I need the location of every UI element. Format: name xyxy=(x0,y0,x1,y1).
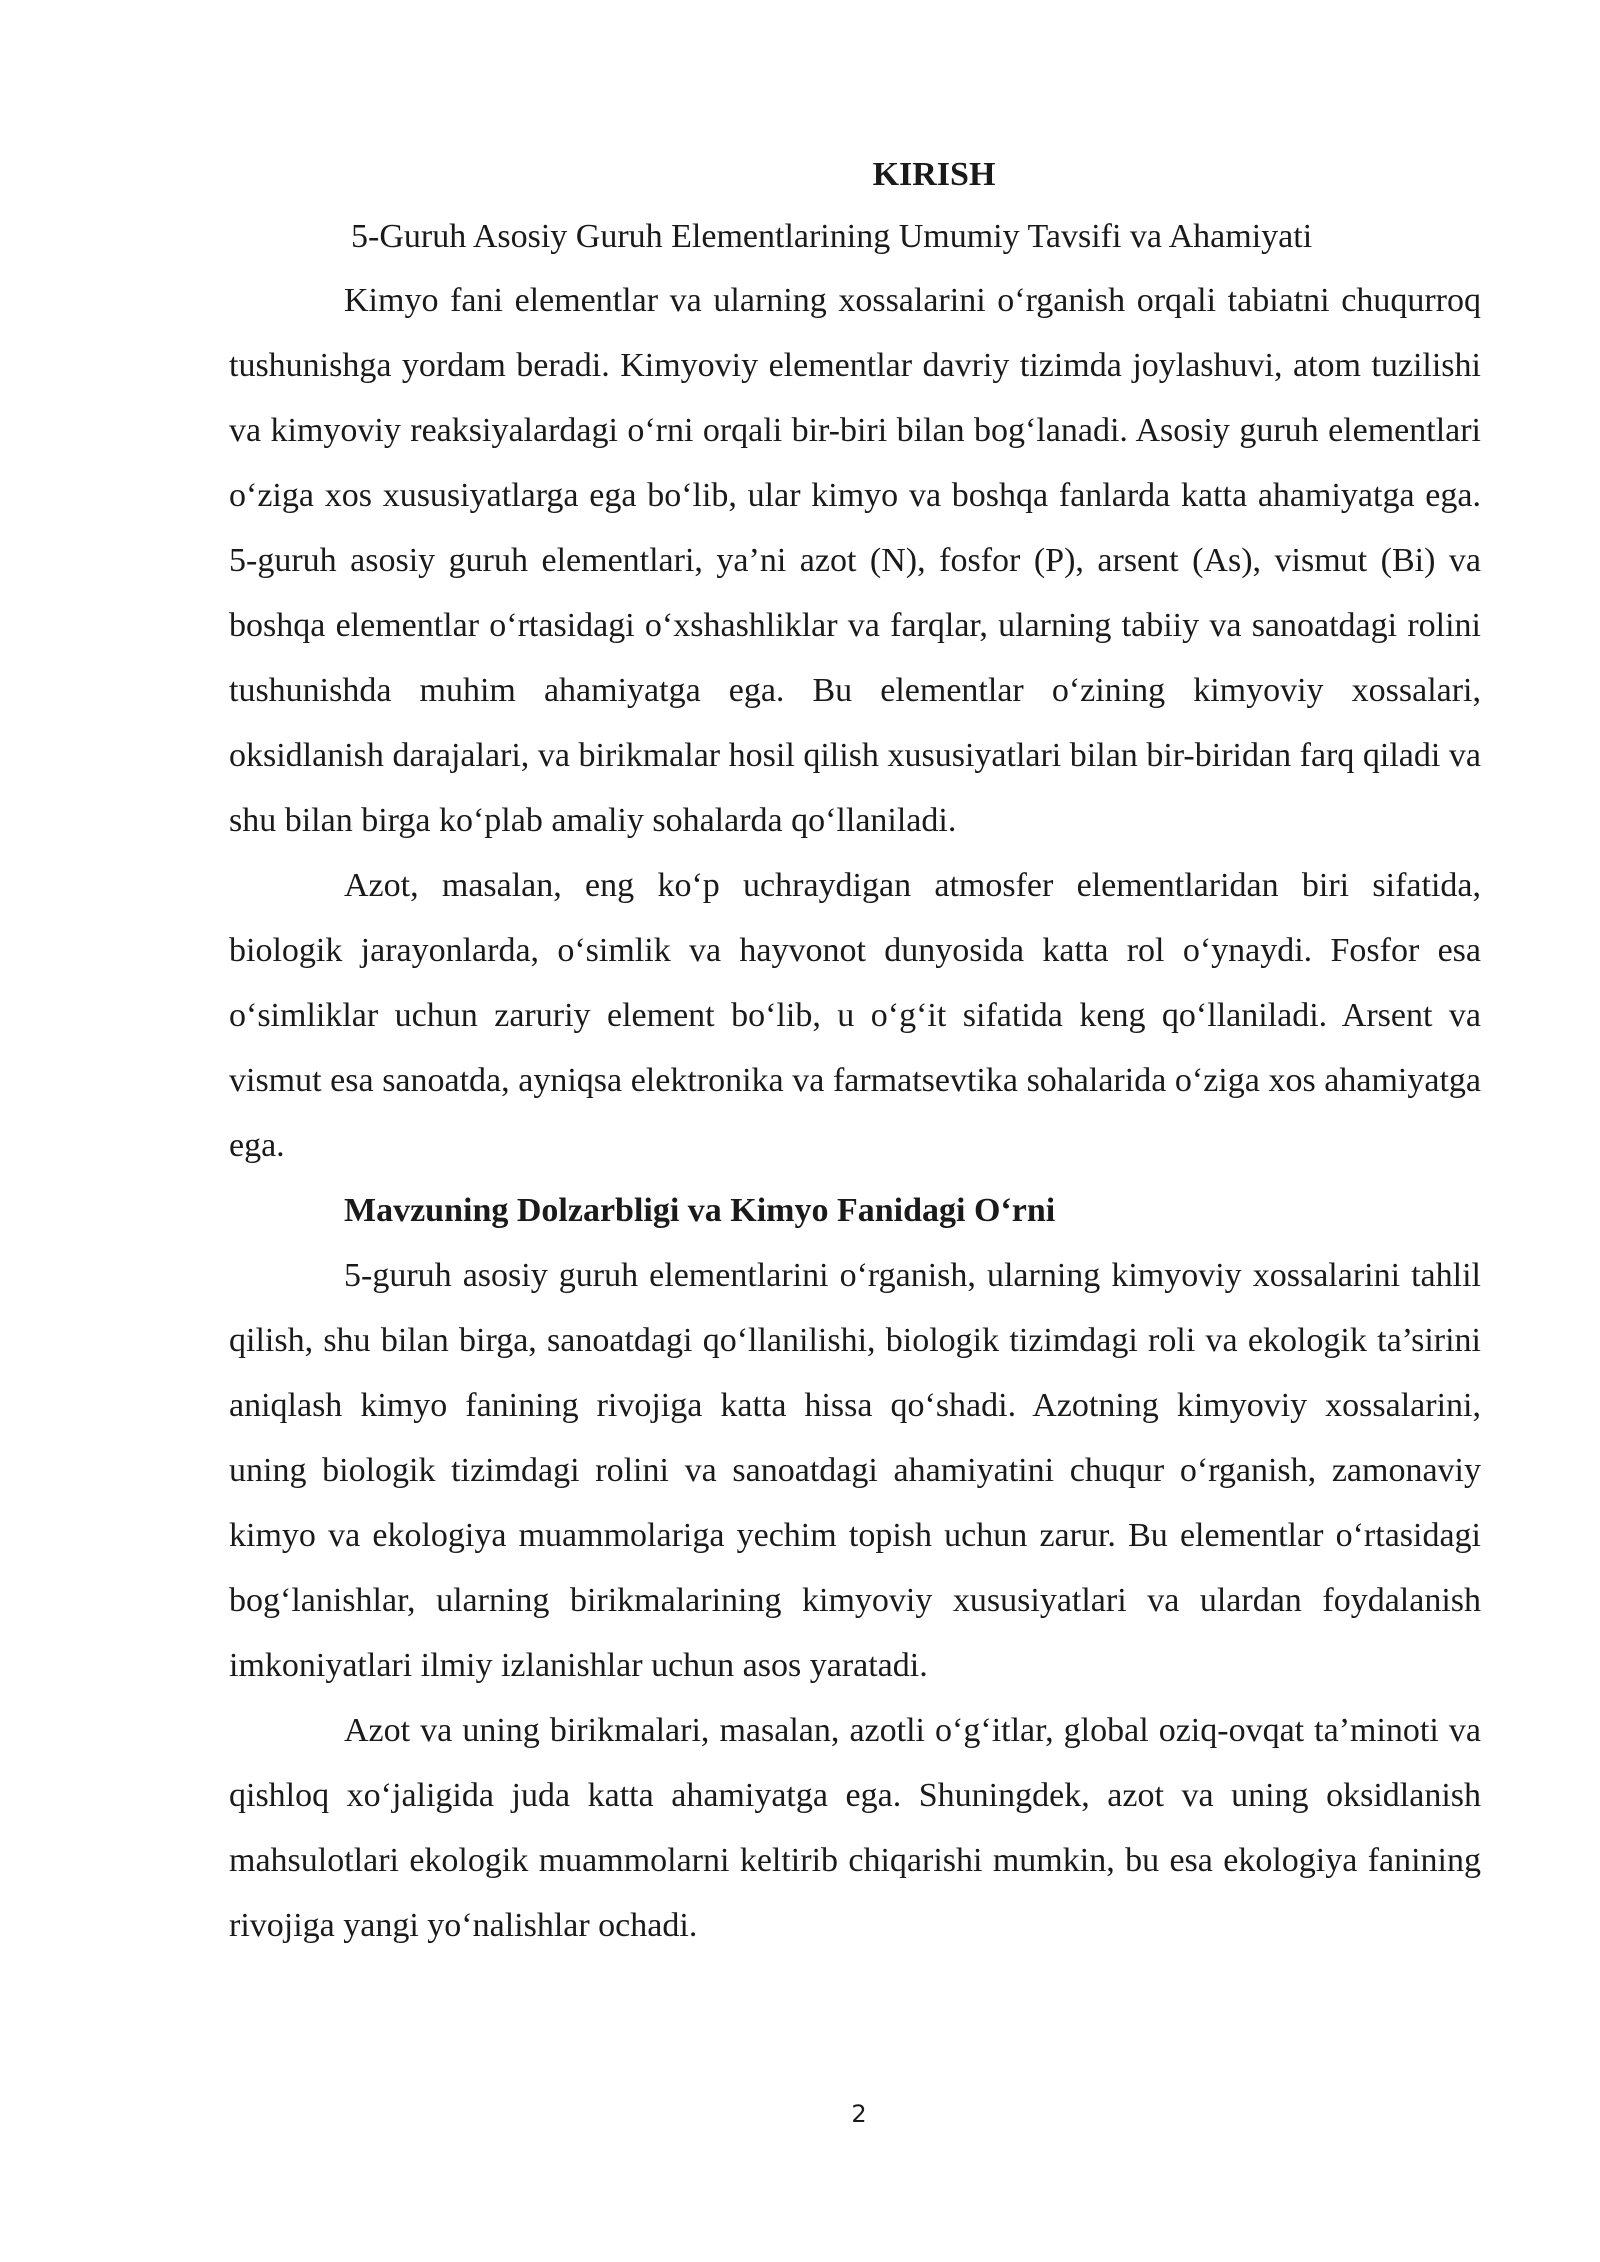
page-content xyxy=(229,145,1481,1958)
paragraph-section-2: Azot va uning birikmalari, masalan, azotli o‘g‘itlar, global oziq-ovqat ta’minoti va qishloq xo‘jaligida juda katta ahamiyatga ega. Shuningdek, azot va uning oksidlanish mahsulotlari ekologik muammolarni keltirib chiqarishi mumkin, bu esa ekologiya fanining rivojiga yangi yo‘nalishlar ochadi. xyxy=(229,1712,1481,1944)
paragraph-section-1: 5-guruh asosiy guruh elementlarini o‘rganish, ularning kimyoviy xossalarini tahlil qilish, shu bilan birga, sanoatdagi qo‘llanilishi, biologik tizimdagi roli va ekologik ta’sirini aniqlash kimyo fanining rivojiga katta hissa qo‘shadi. Azotning kimyoviy xossalarini, uning biologik tizimdagi rolini va sanoatdagi ahamiyatini chuqur o‘rganish, zamonaviy kimyo va ekologiya muammolariga yechim topish uchun zarur. Bu elementlar o‘rtasidagi bog‘lanishlar, ularning birikmalarining kimyoviy xususiyatlari va ulardan foydalanish imkoniyatlari ilmiy izlanishlar uchun asos yaratadi. xyxy=(229,1257,1481,1684)
page-subtitle: 5-Guruh Asosiy Guruh Elementlarining Umumiy Tavsifi va Ahamiyati xyxy=(351,218,1313,255)
paragraph-intro-1: Kimyo fani elementlar va ularning xossalarini o‘rganish orqali tabiatni chuqurroq tushunishga yordam beradi. Kimyoviy elementlar davriy tizimda joylashuvi, atom tuzilishi va kimyoviy reaksiyalardagi o‘rni orqali bir-biri bilan bog‘lanadi. Asosiy guruh elementlari o‘ziga xos xususiyatlarga ega bo‘lib, ular kimyo va boshqa fanlarda katta ahamiyatga ega. 5-guruh asosiy guruh elementlari, ya’ni azot (N), fosfor (P), arsent (As), vismut (Bi) va boshqa elementlar o‘rtasidagi o‘xshashliklar va farqlar, ularning tabiiy va sanoatdagi rolini tushunishda muhim ahamiyatga ega. Bu elementlar o‘zining kimyoviy xossalari, oksidlanish darajalari, va birikmalar hosil qilish xususiyatlari bilan bir-biridan farq qiladi va shu bilan birga ko‘plab amaliy sohalarda qo‘llaniladi. xyxy=(229,282,1481,839)
section-heading: Mavzuning Dolzarbligi va Kimyo Fanidagi O‘rni xyxy=(344,1192,1056,1229)
page-number: 2 xyxy=(851,2100,867,2128)
paragraph-intro-2: Azot, masalan, eng ko‘p uchraydigan atmosfer elementlaridan biri sifatida, biologik jarayonlarda, o‘simlik va hayvonot dunyosida katta rol o‘ynaydi. Fosfor esa o‘simliklar uchun zaruriy element bo‘lib, u o‘g‘it sifatida keng qo‘llaniladi. Arsent va vismut esa sanoatda, ayniqsa elektronika va farmatsevtika sohalarida o‘ziga xos ahamiyatga ega. xyxy=(229,867,1481,1164)
page-title: KIRISH xyxy=(872,156,996,193)
